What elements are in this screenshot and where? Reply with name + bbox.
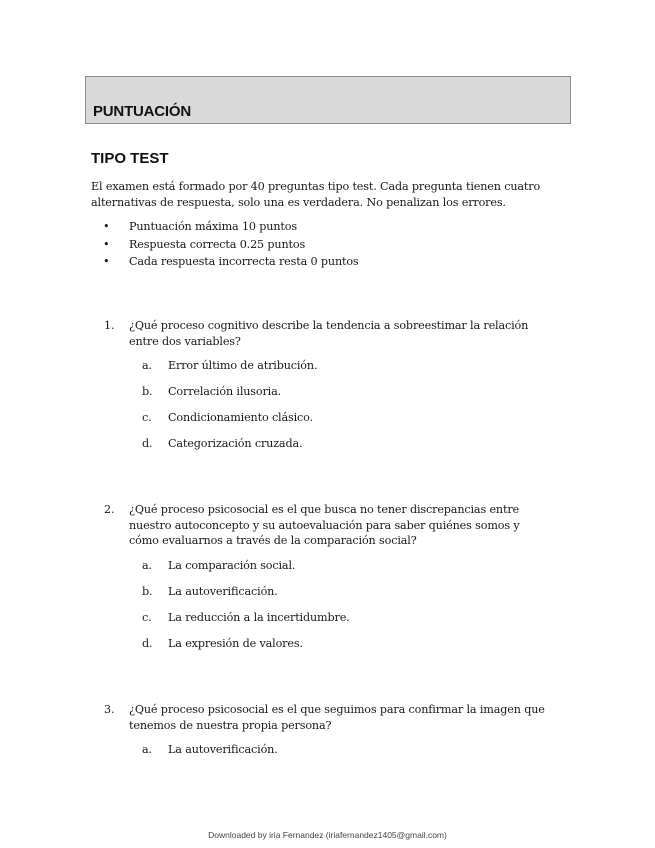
question-text: ¿Qué proceso psicosocial es el que seguimos para confirmar la imagen que tenemos de nuestra propia persona? (129, 703, 545, 732)
option-letter: a. (142, 558, 152, 572)
answer-option (91, 558, 551, 584)
answer-option (91, 610, 551, 636)
option-letter: b. (142, 584, 153, 598)
answer-option (91, 410, 551, 436)
bullet-icon: • (103, 237, 110, 251)
question-text: ¿Qué proceso psicosocial es el que busca no tener discrepancias entre nuestro autoconcepto y su autoevaluación para saber quiénes somos y cómo evaluarnos a través de la comparación social? (129, 503, 520, 547)
option-text: Categorización cruzada. (168, 437, 303, 450)
answer-options (91, 558, 551, 662)
question-1 (91, 318, 551, 462)
option-text: La expresión de valores. (168, 636, 303, 650)
option-text: La comparación social. (168, 558, 296, 572)
list-item: • Puntuación máxima 10 puntos (91, 218, 551, 236)
question-number: 3. (104, 703, 115, 716)
question-2 (91, 502, 551, 662)
download-footer: Downloaded by iria Fernandez (iriafernandez1405@gmail.com) (208, 830, 447, 840)
option-letter: d. (142, 636, 153, 650)
intro-paragraph: El examen está formado por 40 preguntas tipo test. Cada pregunta tienen cuatro alternativas de respuesta, solo una es verdadera. No penalizan los errores. (91, 180, 541, 209)
answer-options (91, 742, 551, 768)
answer-option (91, 436, 551, 462)
option-letter: c. (142, 610, 152, 624)
option-text: Error último de atribución. (168, 359, 318, 372)
answer-options (91, 358, 551, 462)
bullet-icon: • (103, 255, 110, 268)
list-item: • Respuesta correcta 0.25 puntos (91, 236, 551, 254)
option-text: La autoverificación. (168, 743, 278, 756)
answer-option (91, 584, 551, 610)
question-number: 1. (104, 319, 115, 332)
option-text: Correlación ilusoria. (168, 385, 282, 398)
answer-option (91, 358, 551, 384)
question-text: ¿Qué proceso cognitivo describe la tendencia a sobreestimar la relación entre dos variables? (129, 319, 529, 348)
option-letter: a. (142, 743, 152, 756)
option-text: La reducción a la incertidumbre. (168, 610, 350, 624)
question-number: 2. (104, 503, 115, 516)
page-title: PUNTUACIÓN (93, 103, 191, 120)
option-text: Condicionamiento clásico. (168, 411, 313, 424)
section-title: TIPO TEST (91, 150, 169, 167)
section-header-box (85, 76, 571, 124)
option-letter: c. (142, 411, 152, 424)
bullet-icon: • (103, 220, 110, 233)
answer-option (91, 742, 551, 768)
scoring-list (91, 218, 551, 271)
option-text: La autoverificación. (168, 584, 278, 598)
answer-option (91, 636, 551, 662)
question-3 (91, 702, 551, 768)
option-letter: b. (142, 385, 153, 398)
answer-option (91, 384, 551, 410)
list-item: • Cada respuesta incorrecta resta 0 puntos (91, 253, 551, 271)
option-letter: d. (142, 437, 153, 450)
option-letter: a. (142, 359, 152, 372)
